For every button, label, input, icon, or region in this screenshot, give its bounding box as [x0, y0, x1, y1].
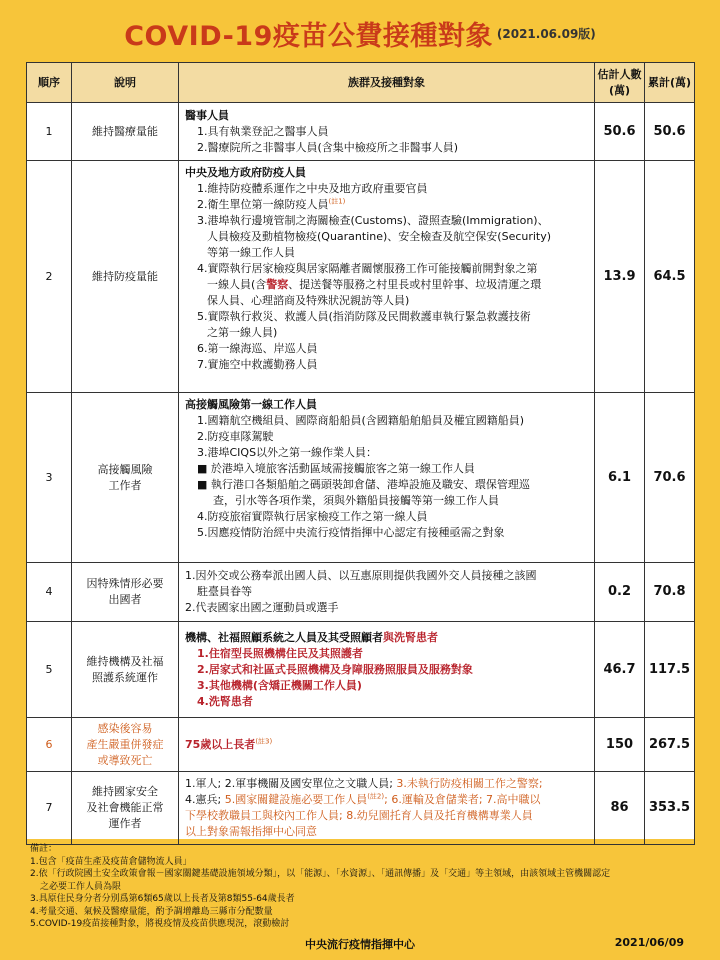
header-est: 估計人數(萬) — [595, 63, 645, 103]
line-text: 、提送餐等服務之村里長或村里幹事、垃圾清運之環 — [288, 278, 542, 291]
line-text: 4.憲兵; — [185, 793, 225, 806]
header-no: 順序 — [27, 63, 72, 103]
desc-line: 照護系統運作 — [92, 670, 158, 684]
row-groups — [179, 772, 595, 845]
desc-line: 出國者 — [108, 593, 142, 606]
group-line: 之第一線人員) — [207, 326, 278, 339]
row-desc: 維持防疫量能 — [72, 161, 179, 393]
note-line: 2.依「行政院國土安全政策會報－國家關鍵基礎設施領域分類」，以「能源」、「水資源」、「通訊傳播」及「交通」等主領域，由該領域主管機關認定 — [30, 869, 611, 879]
line-orange: 3.未執行防疫相關工作之警察; — [396, 777, 543, 790]
head-highlight: 與洗腎患者 — [383, 630, 438, 644]
group-line: 以上對象需報指揮中心同意 — [185, 825, 317, 838]
footer-date: 2021/06/09 — [614, 936, 684, 949]
row-desc — [72, 393, 179, 563]
row-cum: 353.5 — [645, 772, 695, 845]
group-line: 2.代表國家出國之運動員或選手 — [185, 601, 339, 614]
group-line: 3.港埠CIQS以外之第一線作業人員： — [197, 446, 378, 459]
table-row — [27, 563, 695, 622]
title-version: (2021.06.09版) — [496, 27, 596, 41]
row-groups — [179, 103, 595, 161]
group-head — [185, 630, 588, 646]
row-no: 1 — [27, 103, 72, 161]
table-row — [27, 718, 695, 772]
row-groups — [179, 563, 595, 622]
note-line: 4.考量交通、氣候及醫療量能，酌予調增離島三縣市分配數量 — [30, 906, 273, 917]
desc-line: 及社會機能正常 — [86, 801, 164, 814]
row-est: 150 — [595, 718, 645, 772]
desc-line: 感染後容易 — [97, 721, 153, 735]
row-desc — [72, 563, 179, 622]
row-cum: 267.5 — [645, 718, 695, 772]
row-no: 7 — [27, 772, 72, 845]
note-line: 5.COVID-19疫苗接種對象，將視疫情及疫苗供應現況，滾動檢討 — [30, 919, 290, 929]
group-line: 5.因應疫情防治經中央流行疫情指揮中心認定有接種亟需之對象 — [197, 526, 505, 539]
group-line: 1.具有執業登記之醫事人員 — [197, 124, 329, 138]
group-line: 1.住宿型長照機構住民及其照護者 — [197, 646, 363, 660]
row-groups — [179, 622, 595, 718]
bullet-line: 查，引水等各項作業，須與外籍船員接觸等第一線工作人員 — [213, 494, 499, 507]
group-line: 1.國籍航空機組員、國際商船船員(含國籍船舶船員及權宜國籍船員) — [197, 414, 525, 427]
table-row — [27, 772, 695, 845]
priority-table-card — [26, 62, 694, 839]
row-desc — [72, 622, 179, 718]
desc-line: 高接觸風險 — [97, 462, 153, 476]
row-est: 6.1 — [595, 393, 645, 563]
notes — [30, 843, 690, 931]
row-no: 5 — [27, 622, 72, 718]
group-line: 下學校教職員工與校內工作人員; 8.幼兒園托育人員及托育機構專業人員 — [185, 809, 533, 822]
header-groups: 族群及接種對象 — [179, 63, 595, 103]
group-line: 2.居家式和社區式長照機構及身障服務照服員及服務對象 — [197, 662, 473, 676]
bullet-line: ■ 執行港口各類船舶之碼頭裝卸倉儲、港埠設施及職安、環保管理巡 — [197, 478, 530, 491]
note-ref: (註2) — [367, 792, 385, 801]
group-line — [185, 197, 588, 213]
group-line: 駐臺員眷等 — [197, 585, 252, 598]
group-line: 3.港埠執行邊境管制之海關檢查(Customs)、證照查驗(Immigration)、 — [197, 214, 549, 227]
table-row — [27, 622, 695, 718]
row-groups — [179, 161, 595, 393]
group-line: 2.防疫車隊駕駛 — [197, 430, 274, 443]
note-line: 1.包含「疫苗生產及疫苗倉儲物流人員」 — [30, 856, 192, 867]
group-head: 醫事人員 — [185, 108, 229, 122]
row-est: 0.2 — [595, 563, 645, 622]
group-line: 6.第一線海巡、岸巡人員 — [197, 342, 318, 355]
group-line: 3.其他機構(含矯正機關工作人員) — [197, 678, 362, 692]
group-line: 人員檢疫及動植物檢疫(Quarantine)、安全檢查及航空保安(Security) — [207, 230, 552, 243]
row-cum: 70.8 — [645, 563, 695, 622]
row-est: 13.9 — [595, 161, 645, 393]
note-line: 之必要工作人員為限 — [40, 881, 122, 892]
group-line: 4.防疫旅宿實際執行居家檢疫工作之第一線人員 — [197, 510, 428, 523]
footer-org: 中央流行疫情指揮中心 — [305, 938, 415, 951]
row-desc — [72, 718, 179, 772]
desc-line: 維持國家安全 — [92, 785, 158, 798]
row-cum: 50.6 — [645, 103, 695, 161]
group-line: 5.實際執行救災、救護人員(指消防隊及民間救護車執行緊急救護技術 — [197, 310, 531, 323]
row-cum: 117.5 — [645, 622, 695, 718]
group-line: 2.醫療院所之非醫事人員(含集中檢疫所之非醫事人員) — [197, 140, 459, 154]
row-no: 6 — [27, 718, 72, 772]
table-row — [27, 393, 695, 563]
note-line: 3.具原住民身分者分別爲第6類65歲以上長者及第8類55-64歲長者 — [30, 894, 295, 904]
group-line: 7.實施空中救護勤務人員 — [197, 358, 318, 371]
row-groups — [179, 393, 595, 563]
group-line — [185, 792, 588, 808]
title-main: COVID-19疫苗公費接種對象 — [124, 21, 493, 52]
desc-line: 運作者 — [108, 817, 142, 830]
group-head: 中央及地方政府防疫人員 — [185, 166, 306, 179]
group-line: 1.因外交或公務奉派出國人員、以互惠原則提供我國外交人員接種之該國 — [185, 569, 537, 582]
note-ref: (註3) — [255, 736, 273, 745]
desc-line: 維持機構及社福 — [86, 654, 164, 668]
row-no: 2 — [27, 161, 72, 393]
group-line: 4.實際執行居家檢疫與居家隔離者關懷服務工作可能接觸前開對象之第 — [197, 262, 538, 275]
row-est: 86 — [595, 772, 645, 845]
group-line: 1.維持防疫體系運作之中央及地方政府重要官員 — [197, 182, 428, 195]
line-text: 一線人員(含 — [207, 278, 267, 291]
row-groups — [179, 718, 595, 772]
desc-line: 因特殊情形必要 — [86, 577, 164, 590]
row-cum: 70.6 — [645, 393, 695, 563]
table-header-row — [27, 63, 695, 103]
notes-label: 備註： — [30, 844, 58, 854]
table-row — [27, 161, 695, 393]
line-orange: 5.國家關鍵設施必要工作人員 — [224, 793, 368, 806]
desc-line: 產生嚴重併發症 — [86, 737, 164, 751]
row-est: 46.7 — [595, 622, 645, 718]
highlight-police: 警察 — [266, 278, 289, 291]
group-line: 等第一線工作人員 — [207, 246, 295, 259]
row-no: 3 — [27, 393, 72, 563]
line-text: 2.衛生單位第一線防疫人員 — [197, 198, 329, 211]
table-row — [27, 103, 695, 161]
row-desc — [72, 772, 179, 845]
row-cum: 64.5 — [645, 161, 695, 393]
bullet-line: ■ 於港埠入境旅客活動區域需接觸旅客之第一線工作人員 — [197, 462, 475, 475]
row-desc: 維持醫療量能 — [72, 103, 179, 161]
line-text: 1.軍人; 2.軍事機關及國安單位之文職人員; — [185, 777, 397, 790]
group-line — [185, 776, 588, 792]
group-line — [185, 277, 588, 293]
desc-line: 或導致死亡 — [97, 753, 153, 767]
group-line: 保人員、心理諮商及特殊狀況親訪等人員) — [207, 294, 410, 307]
group-item: 75歲以上長者 — [185, 737, 256, 751]
page-title — [0, 14, 720, 54]
priority-table — [26, 62, 695, 845]
row-est: 50.6 — [595, 103, 645, 161]
desc-line: 工作者 — [108, 478, 142, 492]
head-text: 機構、社福照顧系統之人員及其受照顧者 — [185, 630, 383, 644]
row-no: 4 — [27, 563, 72, 622]
group-line: 4.洗腎患者 — [197, 694, 253, 708]
note-ref: (註1) — [328, 197, 346, 206]
group-head: 高接觸風險第一線工作人員 — [185, 398, 317, 411]
header-desc: 說明 — [72, 63, 179, 103]
header-cum: 累計(萬) — [645, 63, 695, 103]
line-orange: ; 6.運輸及倉儲業者; 7.高中職以 — [384, 793, 541, 806]
